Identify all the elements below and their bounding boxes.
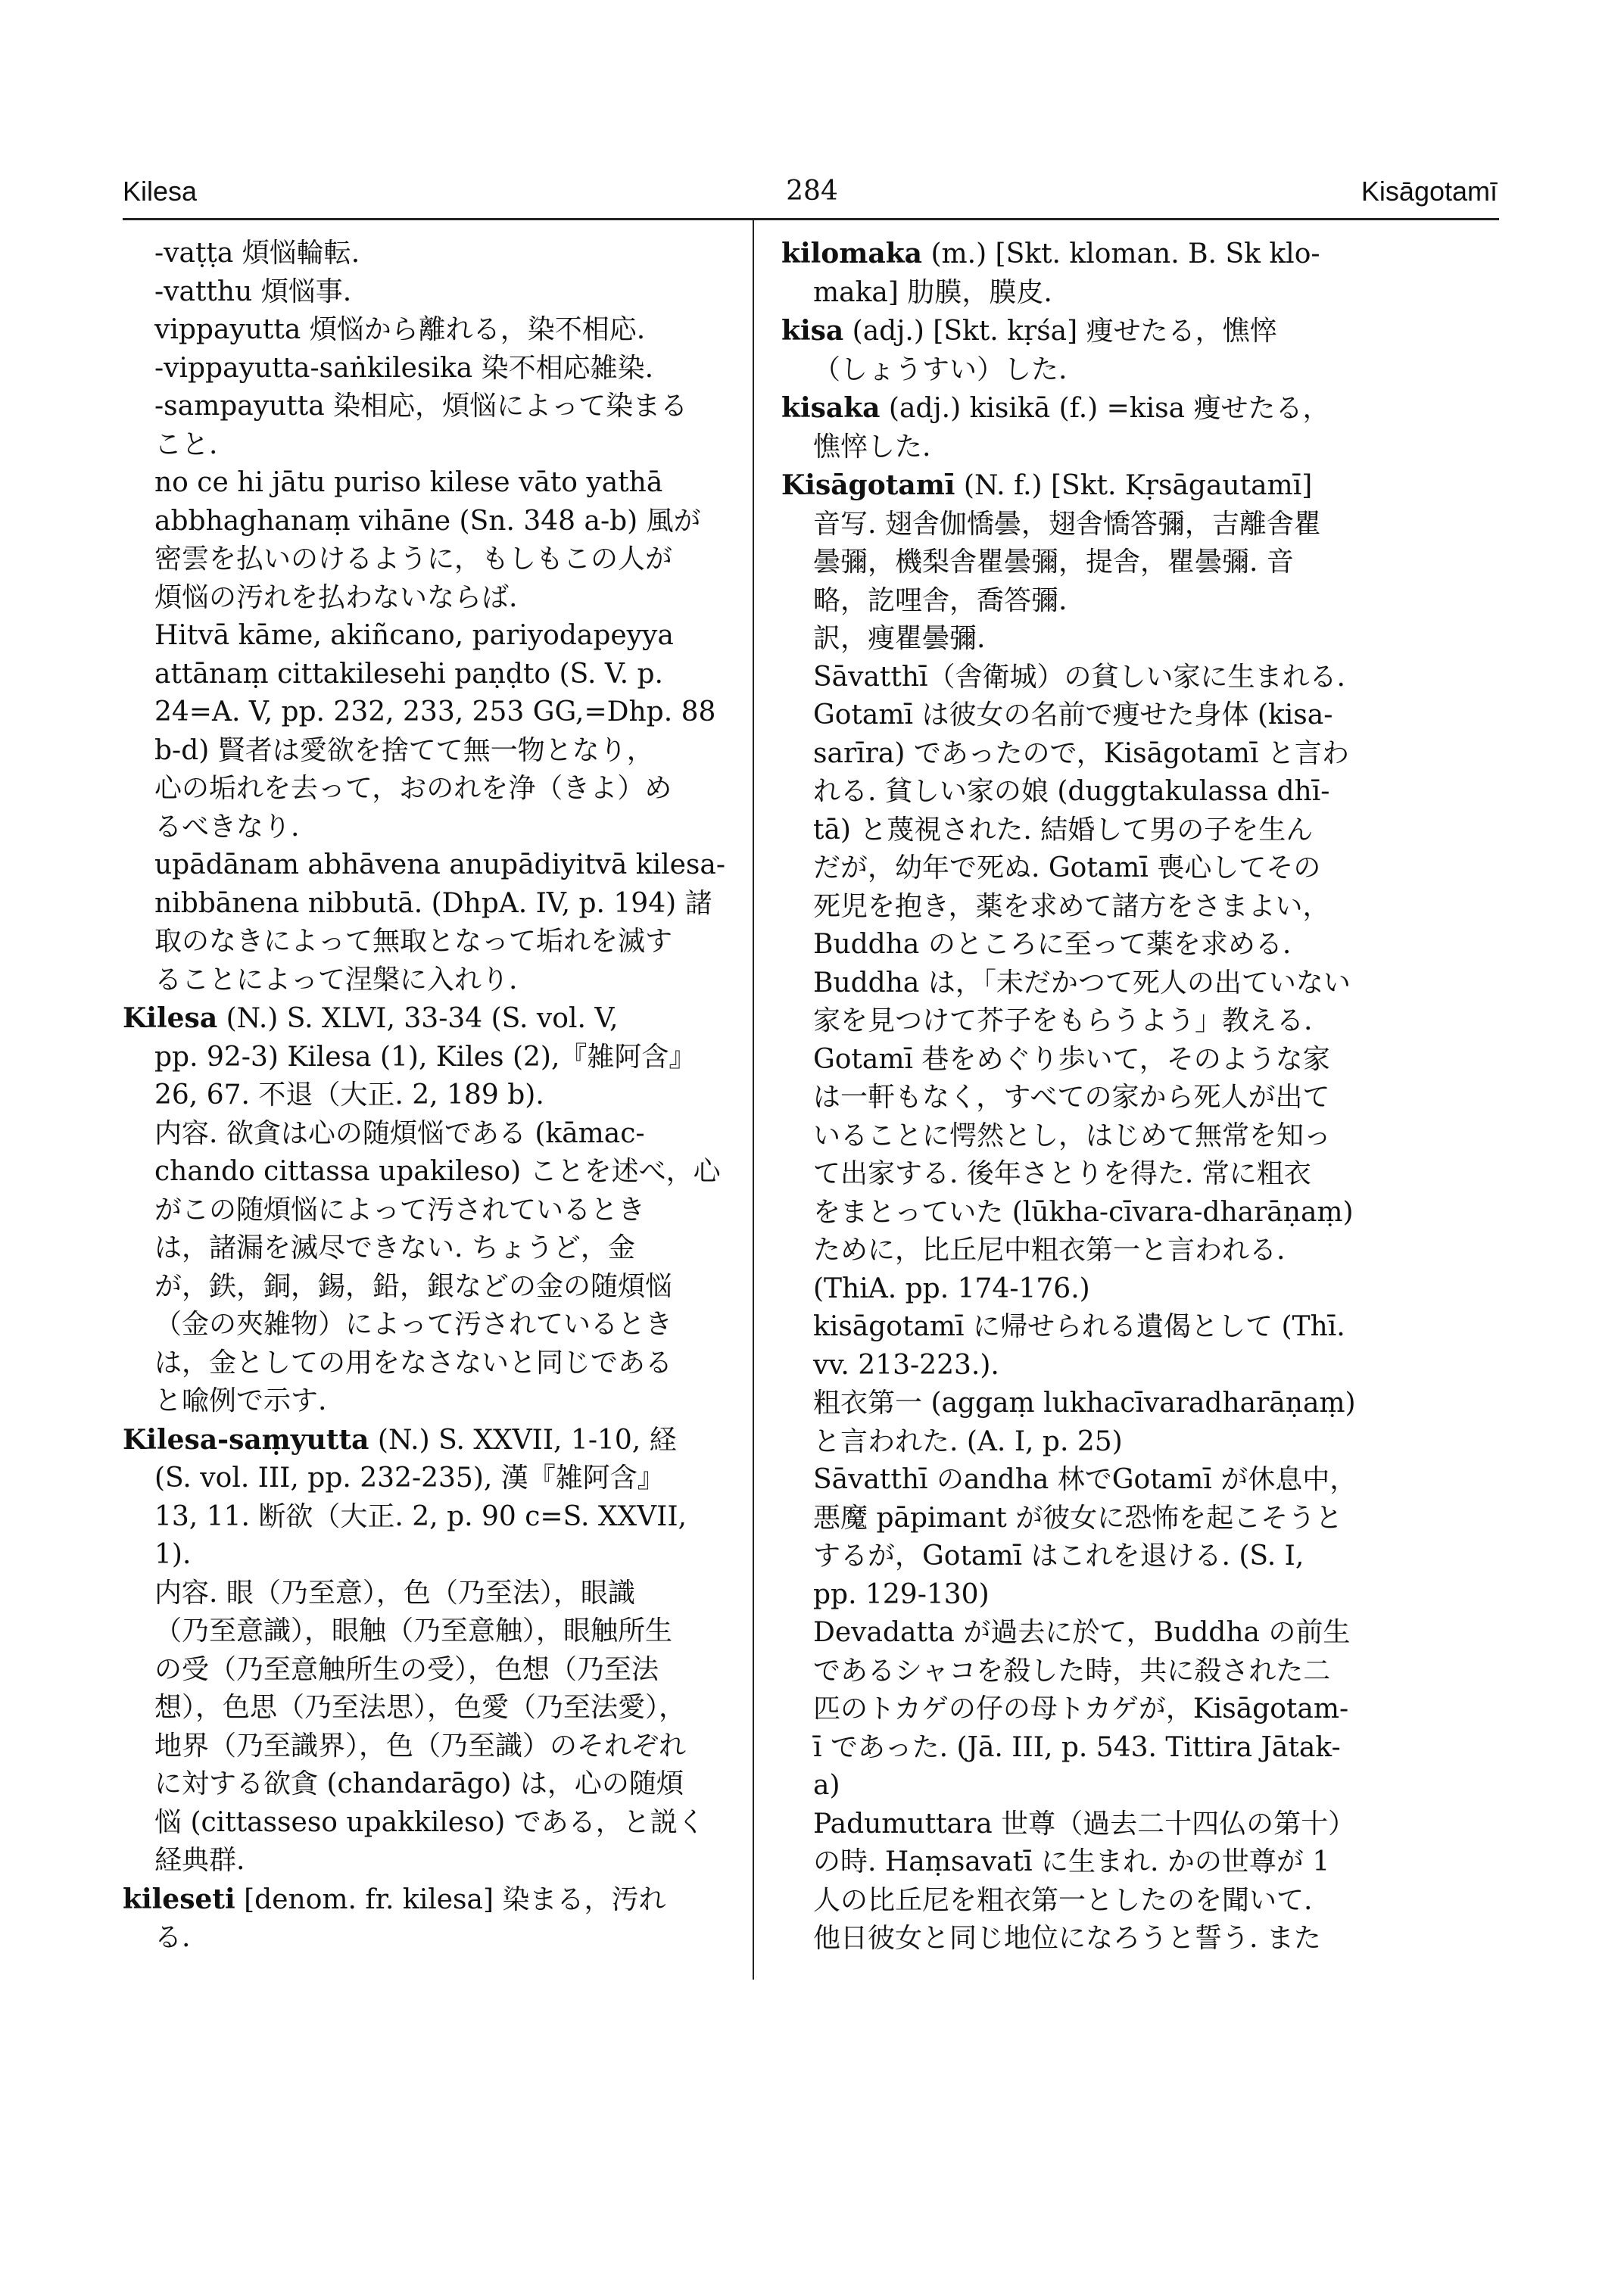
line-text: (N.) S. XLVI, 33-34 (S. vol. V, xyxy=(217,1003,619,1034)
line-text: ために，比丘尼中粗衣第一と言われる. xyxy=(813,1235,1286,1266)
entry-text-line xyxy=(123,1919,728,1958)
entry-text-line xyxy=(781,773,1499,812)
line-text: （金の夾雑物）によって汚されているとき xyxy=(154,1309,673,1340)
entry-text-line xyxy=(123,693,728,732)
entry-text-line xyxy=(781,1232,1499,1270)
entry-text-line xyxy=(123,1460,728,1498)
entry-text-line xyxy=(123,541,728,579)
running-head-left: Kilesa xyxy=(123,176,198,207)
line-text: Gotamī 巷をめぐり歩いて，そのような家 xyxy=(813,1043,1330,1075)
line-text: 13, 11. 断欲（大正. 2, p. 90 c=S. XXVII, xyxy=(154,1500,687,1532)
entry-text-line xyxy=(781,1270,1499,1309)
line-text: ī であった. (Jā. III, p. 543. Tittira Jātak- xyxy=(813,1731,1341,1763)
line-text: 粗衣第一 (aggaṃ lukhacīvaradharāṇaṃ) xyxy=(813,1388,1356,1419)
headword: kilomaka xyxy=(781,238,922,269)
line-text: -vippayutta-saṅkilesika 染不相応雑染. xyxy=(154,352,654,384)
line-text: -sampayutta 染相応，煩悩によって染まる xyxy=(154,391,688,422)
line-text: 煩悩の汚れを払わないならば. xyxy=(154,581,518,613)
entry-text-line xyxy=(123,1612,728,1651)
line-text: （乃至意識），眼触（乃至意触），眼触所生 xyxy=(154,1615,673,1647)
line-text: 音写. 翅舎伽憍曇，翅舎憍答彌，吉離舎瞿 xyxy=(813,508,1321,540)
entry-text-line xyxy=(781,1041,1499,1080)
line-text: (adj.) kisikā (f.) =kisa 痩せたる， xyxy=(880,393,1330,424)
entry-text-line xyxy=(781,1500,1499,1538)
line-text: は一軒もなく，すべての家から死人が出て xyxy=(813,1082,1330,1113)
entry-text-line xyxy=(123,1728,728,1766)
line-text: と喩例で示す. xyxy=(154,1385,327,1416)
line-text: Devadatta が過去に於て，Buddha の前生 xyxy=(813,1617,1351,1648)
line-text: 訳，痩瞿曇彌. xyxy=(813,623,986,654)
left-column xyxy=(123,235,728,1958)
line-text: (N. f.) [Skt. Kṛsāgautamī] xyxy=(955,470,1313,501)
line-text: maka] 肋膜，膜皮. xyxy=(813,276,1052,308)
line-text: れる. 貧しい家の娘 (duggtakulassa dhī- xyxy=(813,776,1330,807)
entry-headword-line xyxy=(123,1880,728,1920)
entry-text-line xyxy=(781,1690,1499,1729)
entry-text-line xyxy=(123,1229,728,1268)
entry-text-line xyxy=(781,1843,1499,1882)
entry-text-line xyxy=(781,888,1499,927)
entry-text-line xyxy=(781,696,1499,735)
line-text: 家を見つけて芥子をもらうよう」教える. xyxy=(813,1005,1313,1036)
line-text: b-d) 賢者は愛欲を捨てて無一物となり， xyxy=(154,734,654,766)
line-text: tā) と蔑視された. 結婚して男の子を生ん xyxy=(813,814,1314,846)
line-text: は，諸漏を滅尽できない. ちょうど，金 xyxy=(154,1232,635,1263)
line-text: 曇彌，機梨舎瞿曇彌，提舎，瞿曇彌. 音 xyxy=(813,547,1294,578)
line-text: Buddha のところに至って薬を求める. xyxy=(813,929,1292,960)
entry-headword-line xyxy=(781,389,1499,428)
line-text: (m.) [Skt. kloman. B. Sk klo- xyxy=(922,238,1320,269)
line-text: て出家する. 後年さとりを得た. 常に粗衣 xyxy=(813,1158,1311,1189)
line-text: る. xyxy=(154,1922,191,1953)
line-text: 想），色思（乃至法思），色愛（乃至法愛）， xyxy=(154,1692,687,1723)
entry-text-line xyxy=(781,964,1499,1003)
line-text: Buddha は，「未だかつて死人の出ていない xyxy=(813,967,1351,999)
right-column xyxy=(781,235,1499,1958)
line-text: 悪魔 pāpimant が彼女に恐怖を起こそうと xyxy=(813,1502,1343,1534)
line-text: (N.) S. XXVII, 1-10, 経 xyxy=(369,1424,677,1456)
line-text: いることに愕然とし，はじめて無常を知っ xyxy=(813,1120,1332,1151)
line-text: Sāvatthī（舎衛城）の貧しい家に生まれる. xyxy=(813,661,1346,693)
entry-text-line xyxy=(781,1385,1499,1423)
entry-text-line xyxy=(781,1767,1499,1805)
entry-text-line xyxy=(781,1614,1499,1653)
entry-text-line xyxy=(781,582,1499,621)
entry-text-line xyxy=(781,1920,1499,1958)
entry-text-line xyxy=(123,617,728,656)
line-text: 死児を抱き，薬を求めて諸方をさまよい， xyxy=(813,890,1330,922)
entry-text-line xyxy=(123,961,728,1000)
entry-text-line xyxy=(123,808,728,847)
line-text: a) xyxy=(813,1770,840,1801)
entry-text-line xyxy=(781,1155,1499,1194)
line-text: -vaṭṭa 煩悩輪転. xyxy=(154,238,360,269)
entry-text-line xyxy=(781,1079,1499,1117)
entry-text-line xyxy=(123,426,728,465)
entry-text-line xyxy=(781,1805,1499,1844)
entry-text-line xyxy=(781,1423,1499,1462)
line-text: 匹のトカゲの仔の母トカゲが，Kisāgotam- xyxy=(813,1693,1349,1724)
entry-text-line xyxy=(123,1268,728,1307)
entry-text-line xyxy=(781,1194,1499,1232)
entry-text-line xyxy=(123,1115,728,1154)
line-text: の受（乃至意触所生の受），色想（乃至法 xyxy=(154,1653,659,1685)
line-text: ることによって涅槃に入れり. xyxy=(154,964,518,995)
entry-headword-line xyxy=(123,1421,728,1460)
entry-text-line xyxy=(781,506,1499,544)
entry-text-line xyxy=(123,1306,728,1344)
line-text: 悩 (cittasseso upakkileso) である，と説く xyxy=(154,1806,705,1838)
entry-text-line xyxy=(781,735,1499,774)
entry-text-line xyxy=(123,273,728,312)
line-text: [denom. fr. kilesa] 染まる，汚れ xyxy=(235,1883,666,1915)
line-text: kisāgotamī に帰せられる遺偈として (Thī. xyxy=(813,1311,1345,1342)
line-text: 他日彼女と同じ地位になろうと誓う. また xyxy=(813,1923,1321,1954)
headword: kileseti xyxy=(123,1883,235,1915)
line-text: に対する欲貪 (chandarāgo) は，心の随煩 xyxy=(154,1768,684,1799)
entry-text-line xyxy=(123,1842,728,1880)
headword: Kilesa xyxy=(123,1002,218,1034)
entry-text-line xyxy=(123,1765,728,1804)
line-text: 憔悴した. xyxy=(813,431,931,463)
page-number: 284 xyxy=(786,176,838,207)
line-text: chando cittassa upakileso) ことを述べ，心 xyxy=(154,1156,721,1187)
line-text: vv. 213-223.). xyxy=(813,1349,999,1381)
entry-text-line xyxy=(123,1804,728,1843)
line-text: と言われた. (A. I, p. 25) xyxy=(813,1425,1123,1457)
line-text: vippayutta 煩悩から離れる，染不相応. xyxy=(154,314,646,345)
line-text: attānaṃ cittakilesehi paṇḍto (S. V. p. xyxy=(154,658,663,690)
entry-text-line xyxy=(781,1729,1499,1768)
line-text: だが，幼年で死ぬ. Gotamī 喪心してその xyxy=(813,852,1321,883)
entry-text-line xyxy=(123,1498,728,1537)
line-text: 人の比丘尼を粗衣第一としたのを聞いて. xyxy=(813,1884,1313,1916)
entry-text-line xyxy=(781,274,1499,313)
entry-text-line xyxy=(123,732,728,771)
entry-text-line xyxy=(123,1651,728,1690)
line-text: （しょうすい）した. xyxy=(813,354,1068,385)
entry-text-line xyxy=(123,1344,728,1383)
line-text: が，鉄，銅，錫，鉛，銀などの金の随煩悩 xyxy=(154,1270,673,1302)
headword: Kilesa-saṃyutta xyxy=(123,1423,369,1456)
line-text: 26, 67. 不退（大正. 2, 189 b). xyxy=(154,1080,544,1111)
entry-text-line xyxy=(123,770,728,808)
line-text: 心の垢れを去って，おのれを浄（きよ）め xyxy=(154,773,672,804)
entry-headword-line xyxy=(781,312,1499,351)
entry-text-line xyxy=(123,1153,728,1192)
line-text: Gotamī は彼女の名前で痩せた身体 (kisa- xyxy=(813,699,1333,731)
entry-text-line xyxy=(781,1576,1499,1615)
line-text: 取のなきによって無取となって垢れを滅す xyxy=(154,926,673,957)
line-text: 内容. 欲貪は心の随煩悩である (kāmac- xyxy=(154,1117,645,1149)
entry-text-line xyxy=(123,1382,728,1421)
entry-text-line xyxy=(781,351,1499,390)
entry-headword-line xyxy=(123,999,728,1039)
entry-text-line xyxy=(781,849,1499,888)
entry-text-line xyxy=(781,1002,1499,1041)
entry-text-line xyxy=(123,1689,728,1728)
running-head-right: Kisāgotamī xyxy=(1361,176,1498,207)
entry-text-line xyxy=(781,1653,1499,1691)
entry-text-line xyxy=(123,885,728,924)
line-text: Padumuttara 世尊（過去二十四仏の第十） xyxy=(813,1808,1356,1840)
line-text: no ce hi jātu puriso kilese vāto yathā xyxy=(154,467,663,498)
line-text: upādānam abhāvena anupādiyitvā kilesa- xyxy=(154,849,726,880)
line-text: Hitvā kāme, akiñcano, pariyodapeyya xyxy=(154,620,674,651)
entry-text-line xyxy=(781,1461,1499,1500)
entry-text-line xyxy=(123,388,728,426)
entry-text-line xyxy=(123,846,728,885)
entry-text-line xyxy=(123,1076,728,1115)
entry-text-line xyxy=(123,1192,728,1230)
line-text: abbhaghanaṃ vihāne (Sn. 348 a-b) 風が xyxy=(154,505,701,537)
entry-text-line xyxy=(781,659,1499,697)
entry-text-line xyxy=(781,1347,1499,1385)
header-rule xyxy=(123,218,1499,220)
line-text: (S. vol. III, pp. 232-235), 漢『雑阿含』 xyxy=(154,1463,665,1494)
line-text: Sāvatthī のandha 林でGotamī が休息中， xyxy=(813,1464,1357,1495)
entry-text-line xyxy=(781,428,1499,467)
entry-text-line xyxy=(123,350,728,388)
line-text: 地界（乃至識界），色（乃至識）のそれぞれ xyxy=(154,1730,687,1762)
line-text: は，金としての用をなさないと同じである xyxy=(154,1347,673,1379)
line-text: pp. 129-130) xyxy=(813,1578,990,1610)
line-text: であるシャコを殺した時，共に殺された二 xyxy=(813,1655,1331,1687)
entry-text-line xyxy=(123,923,728,961)
line-text: (ThiA. pp. 174-176.) xyxy=(813,1273,1090,1304)
line-text: こと. xyxy=(154,428,218,460)
entry-text-line xyxy=(123,1536,728,1575)
entry-text-line xyxy=(123,1039,728,1077)
line-text: るべきなり. xyxy=(154,811,300,843)
line-text: 24=A. V, pp. 232, 233, 253 GG,=Dhp. 88 xyxy=(154,696,716,727)
entry-text-line xyxy=(781,1882,1499,1921)
entry-text-line xyxy=(781,544,1499,582)
line-text: をまとっていた (lūkha-cīvara-dharāṇaṃ) xyxy=(813,1196,1354,1228)
line-text: 略，訖哩舎，喬答彌. xyxy=(813,584,1068,616)
entry-headword-line xyxy=(781,235,1499,274)
entry-text-line xyxy=(123,1575,728,1613)
line-text: -vatthu 煩悩事. xyxy=(154,276,352,307)
headword: kisaka xyxy=(781,392,881,424)
line-text: 内容. 眼（乃至意），色（乃至法），眼識 xyxy=(154,1577,635,1609)
line-text: nibbānena nibbutā. (DhpA. IV, p. 194) 諸 xyxy=(154,887,712,919)
entry-text-line xyxy=(123,464,728,503)
entry-text-line xyxy=(781,1537,1499,1576)
entry-headword-line xyxy=(781,466,1499,506)
headword: Kisāgotamī xyxy=(781,469,955,501)
entry-text-line xyxy=(781,620,1499,659)
entry-text-line xyxy=(123,503,728,541)
line-text: 密雲を払いのけるように，もしもこの人が xyxy=(154,544,673,575)
entry-text-line xyxy=(781,1308,1499,1347)
line-text: するが，Gotamī はこれを退ける. (S. I, xyxy=(813,1541,1304,1572)
line-text: pp. 92-3) Kilesa (1), Kiles (2),『雑阿含』 xyxy=(154,1041,697,1073)
line-text: sarīra) であったので，Kisāgotamī と言わ xyxy=(813,737,1349,769)
line-text: 経典群. xyxy=(154,1845,245,1876)
entry-text-line xyxy=(123,311,728,350)
line-text: がこの随煩悩によって汚されているとき xyxy=(154,1194,646,1226)
entry-text-line xyxy=(781,926,1499,964)
line-text: の時. Haṃsavatī に生まれ. かの世尊が 1 xyxy=(813,1846,1330,1877)
entry-text-line xyxy=(781,812,1499,850)
column-divider xyxy=(753,220,754,1980)
headword: kisa xyxy=(781,315,844,347)
entry-text-line xyxy=(123,235,728,273)
line-text: (adj.) [Skt. kṛśa] 痩せたる，憔悴 xyxy=(843,316,1277,347)
entry-text-line xyxy=(123,579,728,618)
entry-text-line xyxy=(781,1117,1499,1156)
line-text: 1). xyxy=(154,1539,192,1570)
entry-text-line xyxy=(123,656,728,694)
